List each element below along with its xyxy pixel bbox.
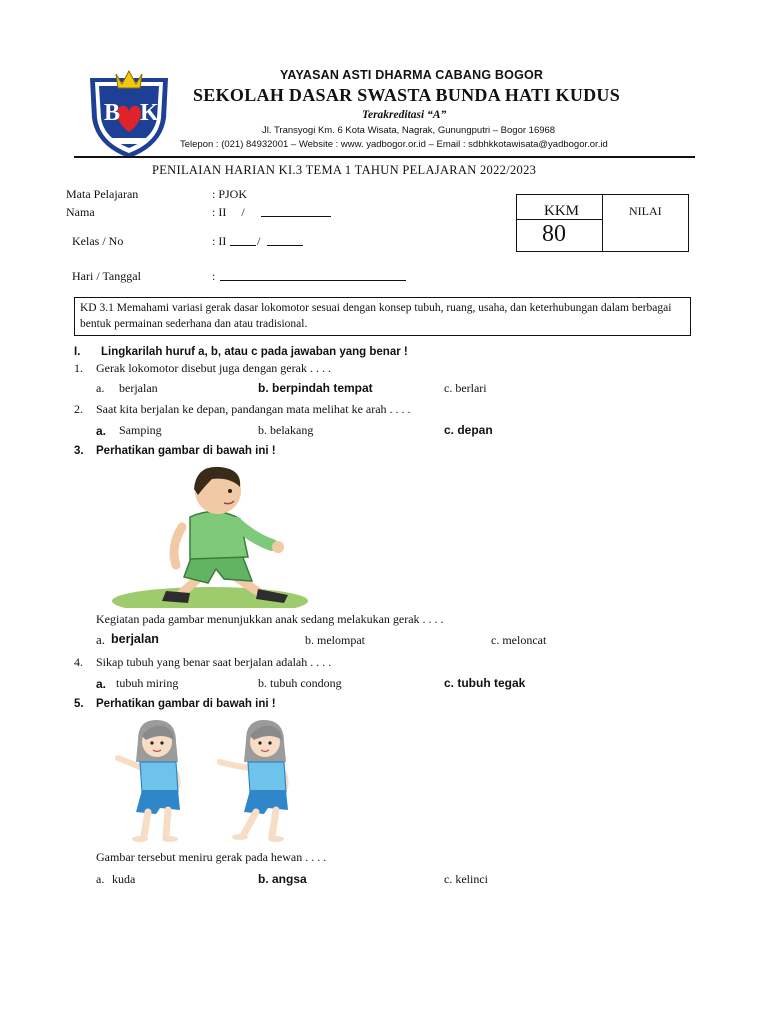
- q3-followup: Kegiatan pada gambar menunjukkan anak sedang melakukan gerak . . . .: [96, 612, 444, 626]
- exam-title: PENILAIAN HARIAN KI.3 TEMA 1 TAHUN PELAJARAN 2022/2023: [152, 163, 537, 177]
- q2-option-a-letter: a.: [96, 424, 107, 438]
- date-blank: [220, 270, 406, 281]
- name-blank: [261, 206, 331, 217]
- q4-option-b: b. tubuh condong: [258, 676, 342, 690]
- girls-posing-image: [96, 718, 308, 844]
- date-value: :: [212, 269, 216, 283]
- date-label: Hari / Tanggal: [72, 269, 141, 283]
- boy-walking-image: [112, 465, 308, 608]
- nilai-label: NILAI: [629, 204, 662, 218]
- class-value: : II: [212, 234, 227, 248]
- kd-text: KD 3.1 Memahami variasi gerak dasar lokomotor sesuai dengan konsep tubuh, ruang, usaha, dan keterhubungan dalam berbagai bentuk permainan sederhana dan atau tradisional.: [80, 302, 672, 330]
- class-blank: [230, 235, 256, 246]
- svg-text:B: B: [104, 100, 121, 126]
- q5-option-c: c. kelinci: [444, 872, 488, 886]
- q2-option-a: Samping: [119, 423, 162, 437]
- subject-label: Mata Pelajaran: [66, 187, 139, 201]
- q2-number: 2.: [74, 402, 83, 416]
- q4-option-a: tubuh miring: [116, 676, 179, 690]
- number-blank: [267, 235, 303, 246]
- q3-option-c: c. meloncat: [491, 633, 547, 647]
- school-name: SEKOLAH DASAR SWASTA BUNDA HATI KUDUS: [193, 85, 621, 105]
- q1-option-b: b. berpindah tempat: [258, 381, 373, 395]
- subject-value: : PJOK: [212, 187, 248, 201]
- q1-option-c: c. berlari: [444, 381, 487, 395]
- header-divider: [74, 156, 695, 158]
- q3-option-b: b. melompat: [305, 633, 365, 647]
- q3-text: Perhatikan gambar di bawah ini !: [96, 445, 276, 457]
- q4-option-c: c. tubuh tegak: [444, 676, 526, 690]
- q1-option-a-letter: a.: [96, 381, 105, 395]
- q2-option-b: b. belakang: [258, 423, 314, 437]
- q5-option-a-letter: a.: [96, 872, 105, 886]
- svg-text:K: K: [140, 100, 159, 126]
- q4-text: Sikap tubuh yang benar saat berjalan adalah . . . .: [96, 655, 332, 669]
- accreditation: Terakreditasi “A”: [362, 109, 447, 121]
- q5-number: 5.: [74, 698, 84, 710]
- q5-text: Perhatikan gambar di bawah ini !: [96, 698, 276, 710]
- q5-option-a: kuda: [112, 872, 136, 886]
- q1-number: 1.: [74, 361, 83, 375]
- kkm-label: KKM: [544, 203, 580, 219]
- section-instruction: Lingkarilah huruf a, b, atau c pada jawaban yang benar !: [101, 346, 408, 358]
- class-separator: /: [257, 234, 261, 248]
- q5-followup: Gambar tersebut meniru gerak pada hewan . . . .: [96, 850, 327, 864]
- q2-option-c: c. depan: [444, 423, 493, 437]
- q3-option-a-letter: a.: [96, 632, 106, 647]
- foundation-name: YAYASAN ASTI DHARMA CABANG BOGOR: [280, 68, 544, 82]
- q3-option-a: berjalan: [111, 632, 159, 646]
- section-number: I.: [74, 346, 81, 358]
- q5-option-b: b. angsa: [258, 872, 307, 886]
- q1-text: Gerak lokomotor disebut juga dengan gerak . . . .: [96, 361, 331, 375]
- school-address: Jl. Transyogi Km. 6 Kota Wisata, Nagrak, Gunungputri – Bogor 16968: [262, 125, 556, 136]
- q3-number: 3.: [74, 445, 84, 457]
- school-contact: Telepon : (021) 84932001 – Website : www. yadbogor.or.id – Email : sdbhkkotawisata@yadbogor.or.id: [180, 139, 608, 150]
- name-value: : II /: [212, 205, 245, 219]
- q4-number: 4.: [74, 655, 83, 669]
- q4-option-a-letter: a.: [96, 677, 107, 691]
- class-label: Kelas / No: [72, 234, 124, 248]
- school-logo: [82, 68, 176, 162]
- q2-text: Saat kita berjalan ke depan, pandangan mata melihat ke arah . . . .: [96, 402, 411, 416]
- q1-option-a: berjalan: [119, 381, 158, 395]
- kkm-value: 80: [542, 221, 566, 247]
- name-label: Nama: [66, 205, 95, 219]
